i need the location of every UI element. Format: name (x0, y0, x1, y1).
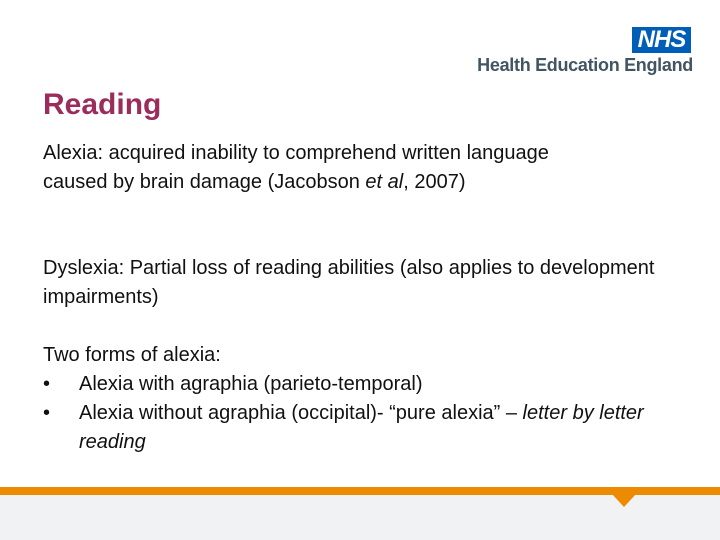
slide-title: Reading (43, 88, 162, 121)
nhs-logo: NHS (632, 27, 691, 53)
bullet-marker: • (43, 373, 51, 395)
accent-notch (612, 494, 636, 507)
forms-of-alexia (43, 341, 683, 457)
definition-alexia-text: : acquired inability to comprehend written language caused by brain damage (Jacobson (43, 142, 549, 193)
definition-dyslexia (43, 254, 683, 312)
definition-alexia (43, 139, 603, 197)
forms-heading: Two forms of alexia: (43, 344, 221, 366)
bullet-marker: • (43, 402, 51, 424)
bullet-text: Alexia without agraphia (occipital)- “pure alexia” – (79, 402, 523, 424)
list-item (43, 370, 683, 399)
bullet-text-wrapper (79, 399, 683, 457)
bullet-text: Alexia with agraphia (parieto-temporal) (79, 373, 423, 395)
definition-dyslexia-text: Partial loss of reading abilities (also applies to development impairments) (43, 257, 655, 308)
bullet-italic-text: letter by letter reading (79, 402, 644, 453)
list-item (43, 399, 683, 457)
term-alexia: Alexia (43, 142, 98, 164)
organisation-name: Health Education England (477, 55, 693, 75)
citation-year: , 2007) (403, 171, 466, 193)
term-dyslexia: Dyslexia: (43, 257, 125, 279)
citation-et-al: et al (365, 171, 404, 193)
